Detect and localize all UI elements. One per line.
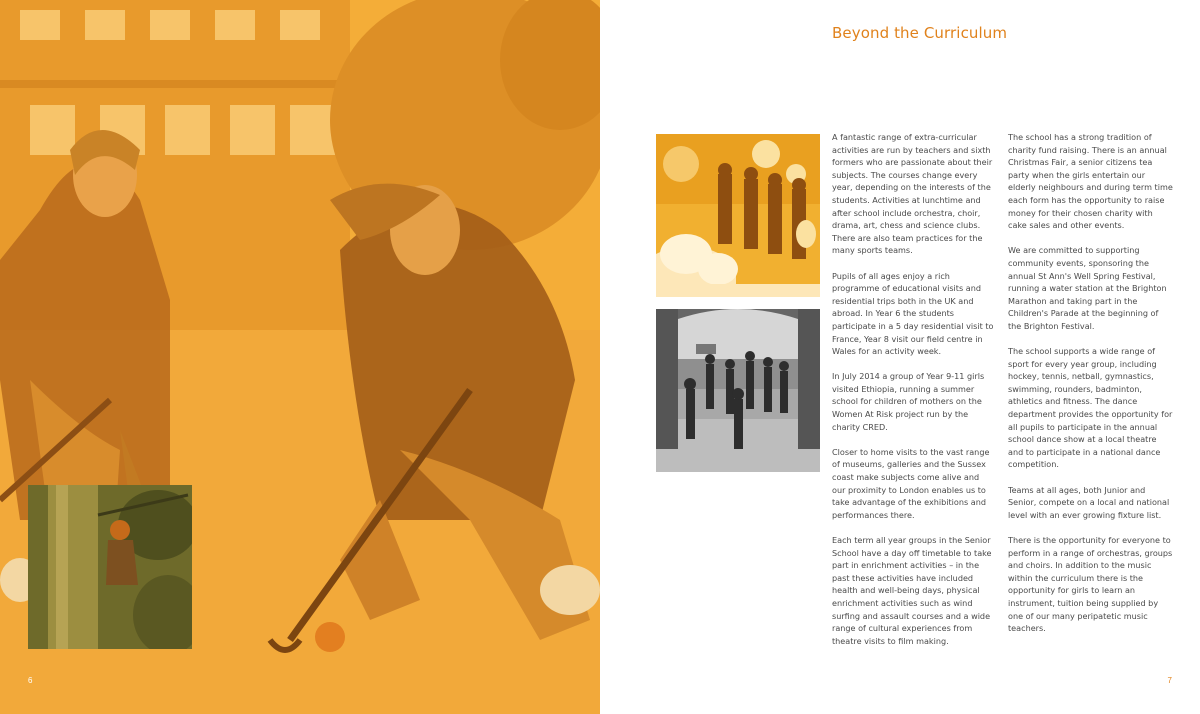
page-number-left: 6 bbox=[28, 676, 33, 685]
concert-photo bbox=[656, 134, 820, 297]
paragraph-teams: Teams at all ages, both Junior and Senior, compete on a local and national level with an ever growing fixture list. bbox=[1008, 484, 1170, 520]
paragraph-extracurricular: A fantastic range of extra-curricular activities are run by teachers and sixth formers who are passionate about their subjects. The courses change every year, depending on the interests of the students. Activities at lunchtime and after school include orchestra, choir, drama, art, chess and science clubs. There are also team practices for the many sports teams. bbox=[832, 132, 993, 256]
paragraph-enrichment: Each term all year groups in the Senior School have a day off timetable to take part in enrichment activities – in the past these activities have included health and well-being days, physical enrichment activities such as wind surfing and assault courses and a wide range of cultural experiences from theatre visits to film making. bbox=[832, 535, 992, 646]
paragraph-visits: Pupils of all ages enjoy a rich programme of educational visits and residential trips both in the UK and abroad. In Year 6 the students participate in a 5 day residential visit to France, Year 8 visit our field centre in Wales for an activity week. bbox=[832, 270, 994, 357]
paragraph-sport: The school supports a wide range of sport for every year group, including hockey, tennis, netball, gymnastics, swimming, rounders, badminton, athletics and fitness. The dance department provides the opportunity for all pupils to participate in the annual school dance show at a local theatre and to participate in a national dance competition. bbox=[1008, 346, 1173, 470]
paragraph-community: We are committed to supporting community events, sponsoring the annual St Ann's Well Spring Festival, running a water station at the Brighton Marathon and taking part in the Children's Parade at the beginning of the Brighton Festival. bbox=[1008, 245, 1167, 331]
dance-on-pier-photo bbox=[656, 309, 820, 472]
paragraph-local-visits: Closer to home visits to the vast range of museums, galleries and the Sussex coast make subjects come alive and our proximity to London enables us to take advantage of the exhibitions and performances there. bbox=[832, 446, 990, 520]
paragraph-music: There is the opportunity for everyone to perform in a range of orchestras, groups and choirs. In addition to the music within the curriculum there is the opportunity for girls to learn an instrument, tuition being supplied by one of our many peripatetic music teachers. bbox=[1008, 535, 1173, 634]
tree-climbing-photo bbox=[28, 485, 192, 649]
paragraph-charity: The school has a strong tradition of charity fund raising. There is an annual Christmas Fair, a senior citizens tea party when the girls entertain our elderly neighbours and during term time each form has the opportunity to raise money for their chosen charity with cake sales and other events. bbox=[1008, 132, 1173, 231]
text-column-1 bbox=[832, 131, 995, 660]
page-title: Beyond the Curriculum bbox=[832, 24, 1008, 42]
paragraph-ethiopia: In July 2014 a group of Year 9-11 girls visited Ethiopia, running a summer school for children of mothers on the Women At Risk project run by the charity CRED. bbox=[832, 371, 985, 432]
right-page bbox=[600, 0, 1200, 714]
page-number-right: 7 bbox=[1167, 676, 1172, 685]
text-column-2 bbox=[1008, 131, 1174, 647]
